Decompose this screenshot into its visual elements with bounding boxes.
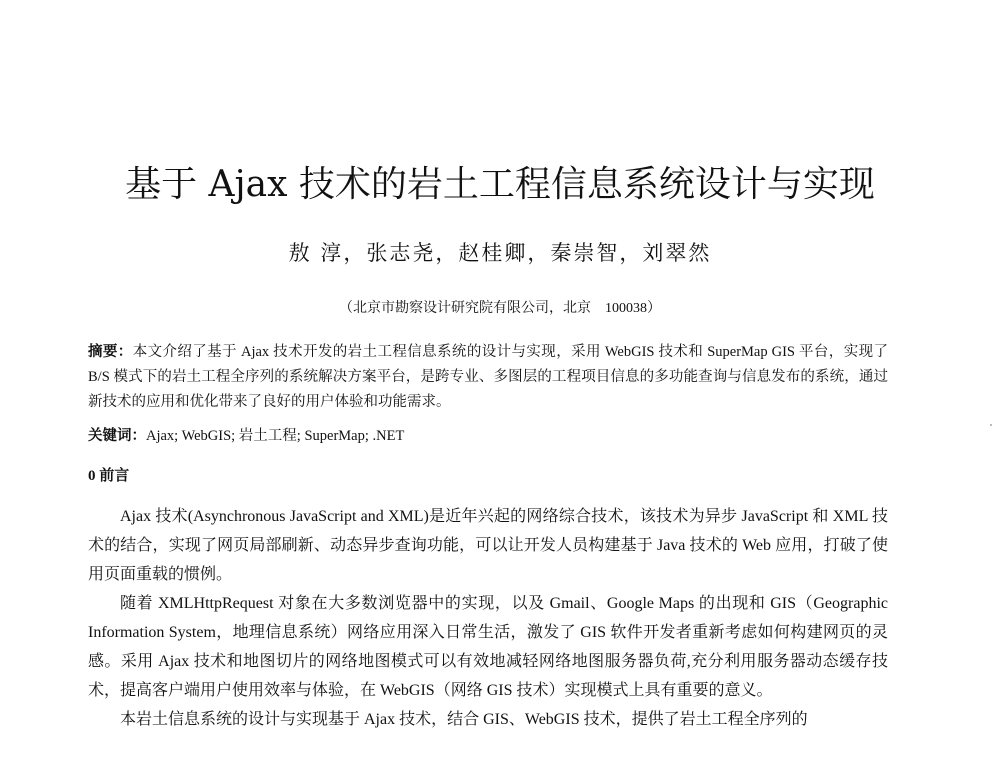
paragraph: Ajax 技术(Asynchronous JavaScript and XML)是近年兴起的网络综合技术，该技术为异步 JavaScript 和 XML 技术的结合，实现了网页局部刷新、动态异步查询功能，可以让开发人员构建基于 Java 技术的 Web 应用，打破了使用页面重载的惯例。 bbox=[88, 508, 888, 583]
paragraph: 本岩土信息系统的设计与实现基于 Ajax 技术，结合 GIS、WebGIS 技术，提供了岩土工程全序列的 bbox=[120, 711, 808, 728]
author-list: 敖 淳，张志尧，赵桂卿，秦崇智，刘翠然 bbox=[288, 241, 712, 265]
body-text bbox=[88, 502, 888, 734]
keywords bbox=[88, 424, 888, 449]
paper-title: 基于 Ajax 技术的岩土工程信息系统设计与实现 bbox=[125, 164, 875, 205]
scan-speck bbox=[990, 424, 992, 426]
abstract-label: 摘要： bbox=[88, 344, 133, 360]
abstract-text: 本文介绍了基于 Ajax 技术开发的岩土工程信息系统的设计与实现，采用 WebGIS 技术和 SuperMap GIS 平台，实现了 B/S 模式下的岩土工程全序列的系统解决方案平台，是跨专业、多图层的工程项目信息的多功能查询与信息发布的系统，通过新技术的应用和优化带来了良好的用户体验和功能需求。 bbox=[88, 344, 888, 410]
affiliation: （北京市勘察设计研究院有限公司，北京 100038） bbox=[339, 301, 661, 316]
section-heading-preface: 0 前言 bbox=[88, 468, 130, 484]
paragraph: 随着 XMLHttpRequest 对象在大多数浏览器中的实现，以及 Gmail、Google Maps 的出现和 GIS（Geographic Information System，地理信息系统）网络应用深入日常生活，激发了 GIS 软件开发者重新考虑如何构建网页的灵感。采用 Ajax 技术和地图切片的网络地图模式可以有效地减轻网络地图服务器负荷,充分利用服务器动态缓存技术，提高客户端用户使用效率与体验，在 WebGIS（网络 GIS 技术）实现模式上具有重要的意义。 bbox=[88, 595, 888, 699]
keywords-text: Ajax; WebGIS; 岩土工程; SuperMap; .NET bbox=[146, 428, 405, 444]
keywords-label: 关键词： bbox=[88, 428, 146, 444]
abstract bbox=[88, 340, 888, 415]
